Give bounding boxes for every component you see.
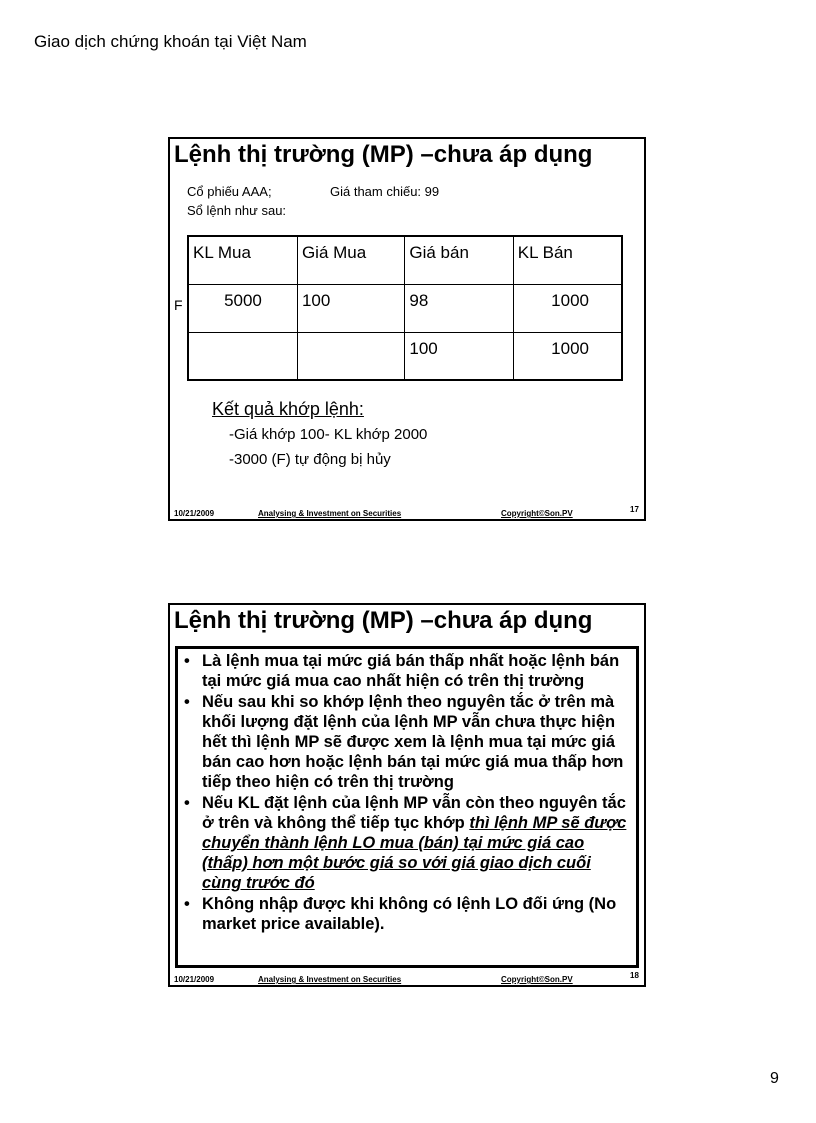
table-cell: 5000 [188, 284, 297, 332]
match-result-heading: Kết quả khớp lệnh: [212, 399, 364, 419]
slide-title: Lệnh thị trường (MP) –chưa áp dụng [174, 607, 593, 634]
bullet-icon: • [184, 895, 190, 913]
bullet-icon: • [184, 794, 190, 812]
table-cell: 1000 [513, 332, 622, 380]
bullet-text: Nếu KL đặt lệnh của lệnh MP vẫn còn theo nguyên tắc ở trên và không thể tiếp tục khớp [202, 794, 626, 832]
list-item [178, 692, 632, 792]
bullet-text: Nếu sau khi so khớp lệnh theo nguyên tắc ở trên mà khối lượng đặt lệnh của lệnh MP vẫn chưa thực hiện hết thì lệnh MP sẽ được xem là lệnh mua tại mức giá bán cao hơn hoặc lệnh bán tại mức giá mua thấp hơn tiếp theo hiện có trên thị trường [202, 693, 624, 791]
footer-date: 10/21/2009 [174, 509, 215, 518]
footer-course: Analysing & Investment on Securities [258, 975, 402, 984]
bullet-icon: • [184, 652, 190, 670]
table-row [188, 332, 622, 380]
match-result-line: -3000 (F) tự động bị hủy [229, 451, 391, 468]
match-result-line: -Giá khớp 100- KL khớp 2000 [229, 426, 428, 443]
table-header-row [188, 236, 622, 284]
document-header-title: Giao dịch chứng khoán tại Việt Nam [34, 32, 307, 51]
footer-slide-number: 18 [630, 971, 639, 980]
list-item [178, 793, 632, 893]
header-cell-buy-volume: KL Mua [188, 236, 297, 284]
slide-18 [168, 603, 646, 987]
reference-price: Giá tham chiếu: 99 [330, 184, 440, 199]
list-item [178, 651, 632, 691]
bullet-box [175, 646, 639, 968]
header-cell-buy-price: Giá Mua [297, 236, 404, 284]
footer-copyright: Copyright©Son.PV [501, 509, 573, 518]
footer-date: 10/21/2009 [174, 975, 215, 984]
bullet-text: Là lệnh mua tại mức giá bán thấp nhất hoặc lệnh bán tại mức giá mua cao nhất hiện có trên thị trường [202, 652, 620, 690]
table-cell: 100 [297, 284, 404, 332]
table-cell: 98 [405, 284, 513, 332]
table-cell [297, 332, 404, 380]
footer-course: Analysing & Investment on Securities [258, 509, 402, 518]
stock-label: Cổ phiếu AAA; [187, 184, 272, 199]
footer-slide-number: 17 [630, 505, 639, 514]
bullet-emphasis-text: thì lệnh MP sẽ được chuyển thành lệnh LO mua (bán) tại mức giá cao (thấp) hơn một bước giá so với giá giao dịch cuối cùng trước đó [202, 814, 627, 892]
order-book-label: Sổ lệnh như sau: [187, 203, 287, 218]
row-marker: F [174, 297, 183, 313]
bullet-text: Không nhập được khi không có lệnh LO đối ứng (No market price available). [202, 895, 617, 933]
table-row [188, 284, 622, 332]
bullet-icon: • [184, 693, 190, 711]
order-book-table [187, 235, 623, 381]
header-cell-sell-price: Giá bán [405, 236, 513, 284]
table-cell: 100 [405, 332, 513, 380]
table-cell [188, 332, 297, 380]
header-cell-sell-volume: KL Bán [513, 236, 622, 284]
list-item [178, 894, 632, 934]
page-number: 9 [770, 1070, 779, 1087]
bullet-list [178, 651, 636, 934]
slide-title: Lệnh thị trường (MP) –chưa áp dụng [174, 141, 593, 168]
footer-copyright: Copyright©Son.PV [501, 975, 573, 984]
table-cell: 1000 [513, 284, 622, 332]
slide-17 [168, 137, 646, 521]
